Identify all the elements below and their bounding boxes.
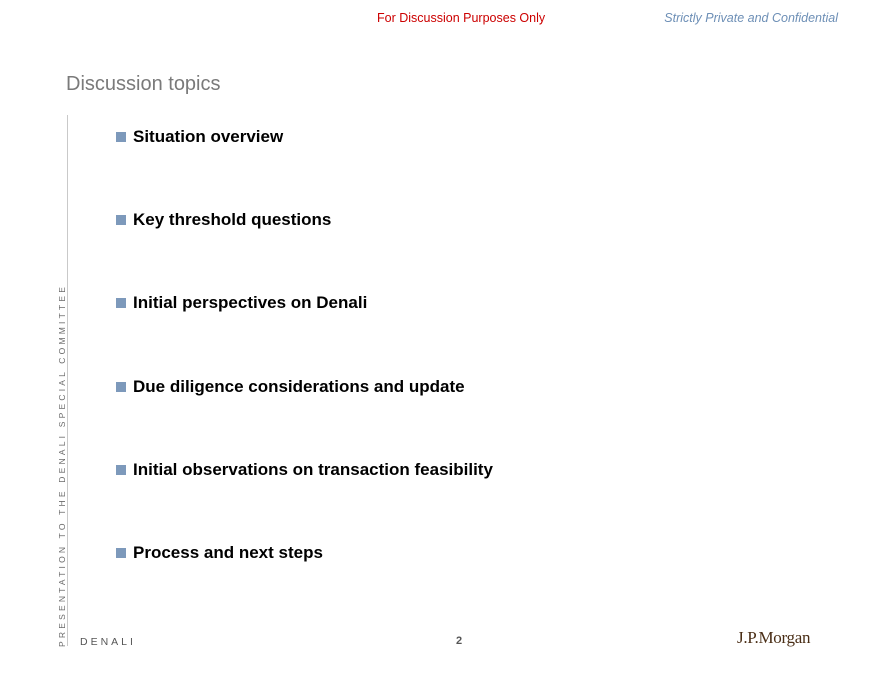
list-item (116, 542, 493, 625)
square-bullet-icon (116, 298, 126, 308)
topic-label: Initial observations on transaction feasibility (133, 459, 493, 479)
page-title: Discussion topics (66, 73, 221, 95)
list-item (116, 459, 493, 542)
discussion-purposes-note: For Discussion Purposes Only (377, 11, 546, 25)
square-bullet-icon (116, 132, 126, 142)
square-bullet-icon (116, 382, 126, 392)
footer-project-name: DENALI (80, 636, 136, 648)
side-caption: PRESENTATION TO THE DENALI SPECIAL COMMITTEE (57, 283, 67, 647)
square-bullet-icon (116, 548, 126, 558)
jpmorgan-logo: J.P.Morgan (737, 628, 811, 647)
list-item (116, 126, 493, 209)
topic-label: Situation overview (133, 127, 284, 146)
side-divider (67, 115, 68, 646)
topic-label: Initial perspectives on Denali (133, 293, 368, 313)
list-item (116, 209, 493, 292)
topic-label: Process and next steps (133, 542, 323, 562)
confidentiality-note: Strictly Private and Confidential (664, 11, 838, 25)
topics-list (116, 126, 493, 625)
list-item (116, 376, 493, 459)
topic-label: Key threshold questions (133, 210, 332, 230)
square-bullet-icon (116, 465, 126, 475)
list-item (116, 292, 493, 375)
page-number: 2 (456, 635, 463, 647)
square-bullet-icon (116, 215, 126, 225)
topic-label: Due diligence considerations and update (133, 376, 465, 396)
